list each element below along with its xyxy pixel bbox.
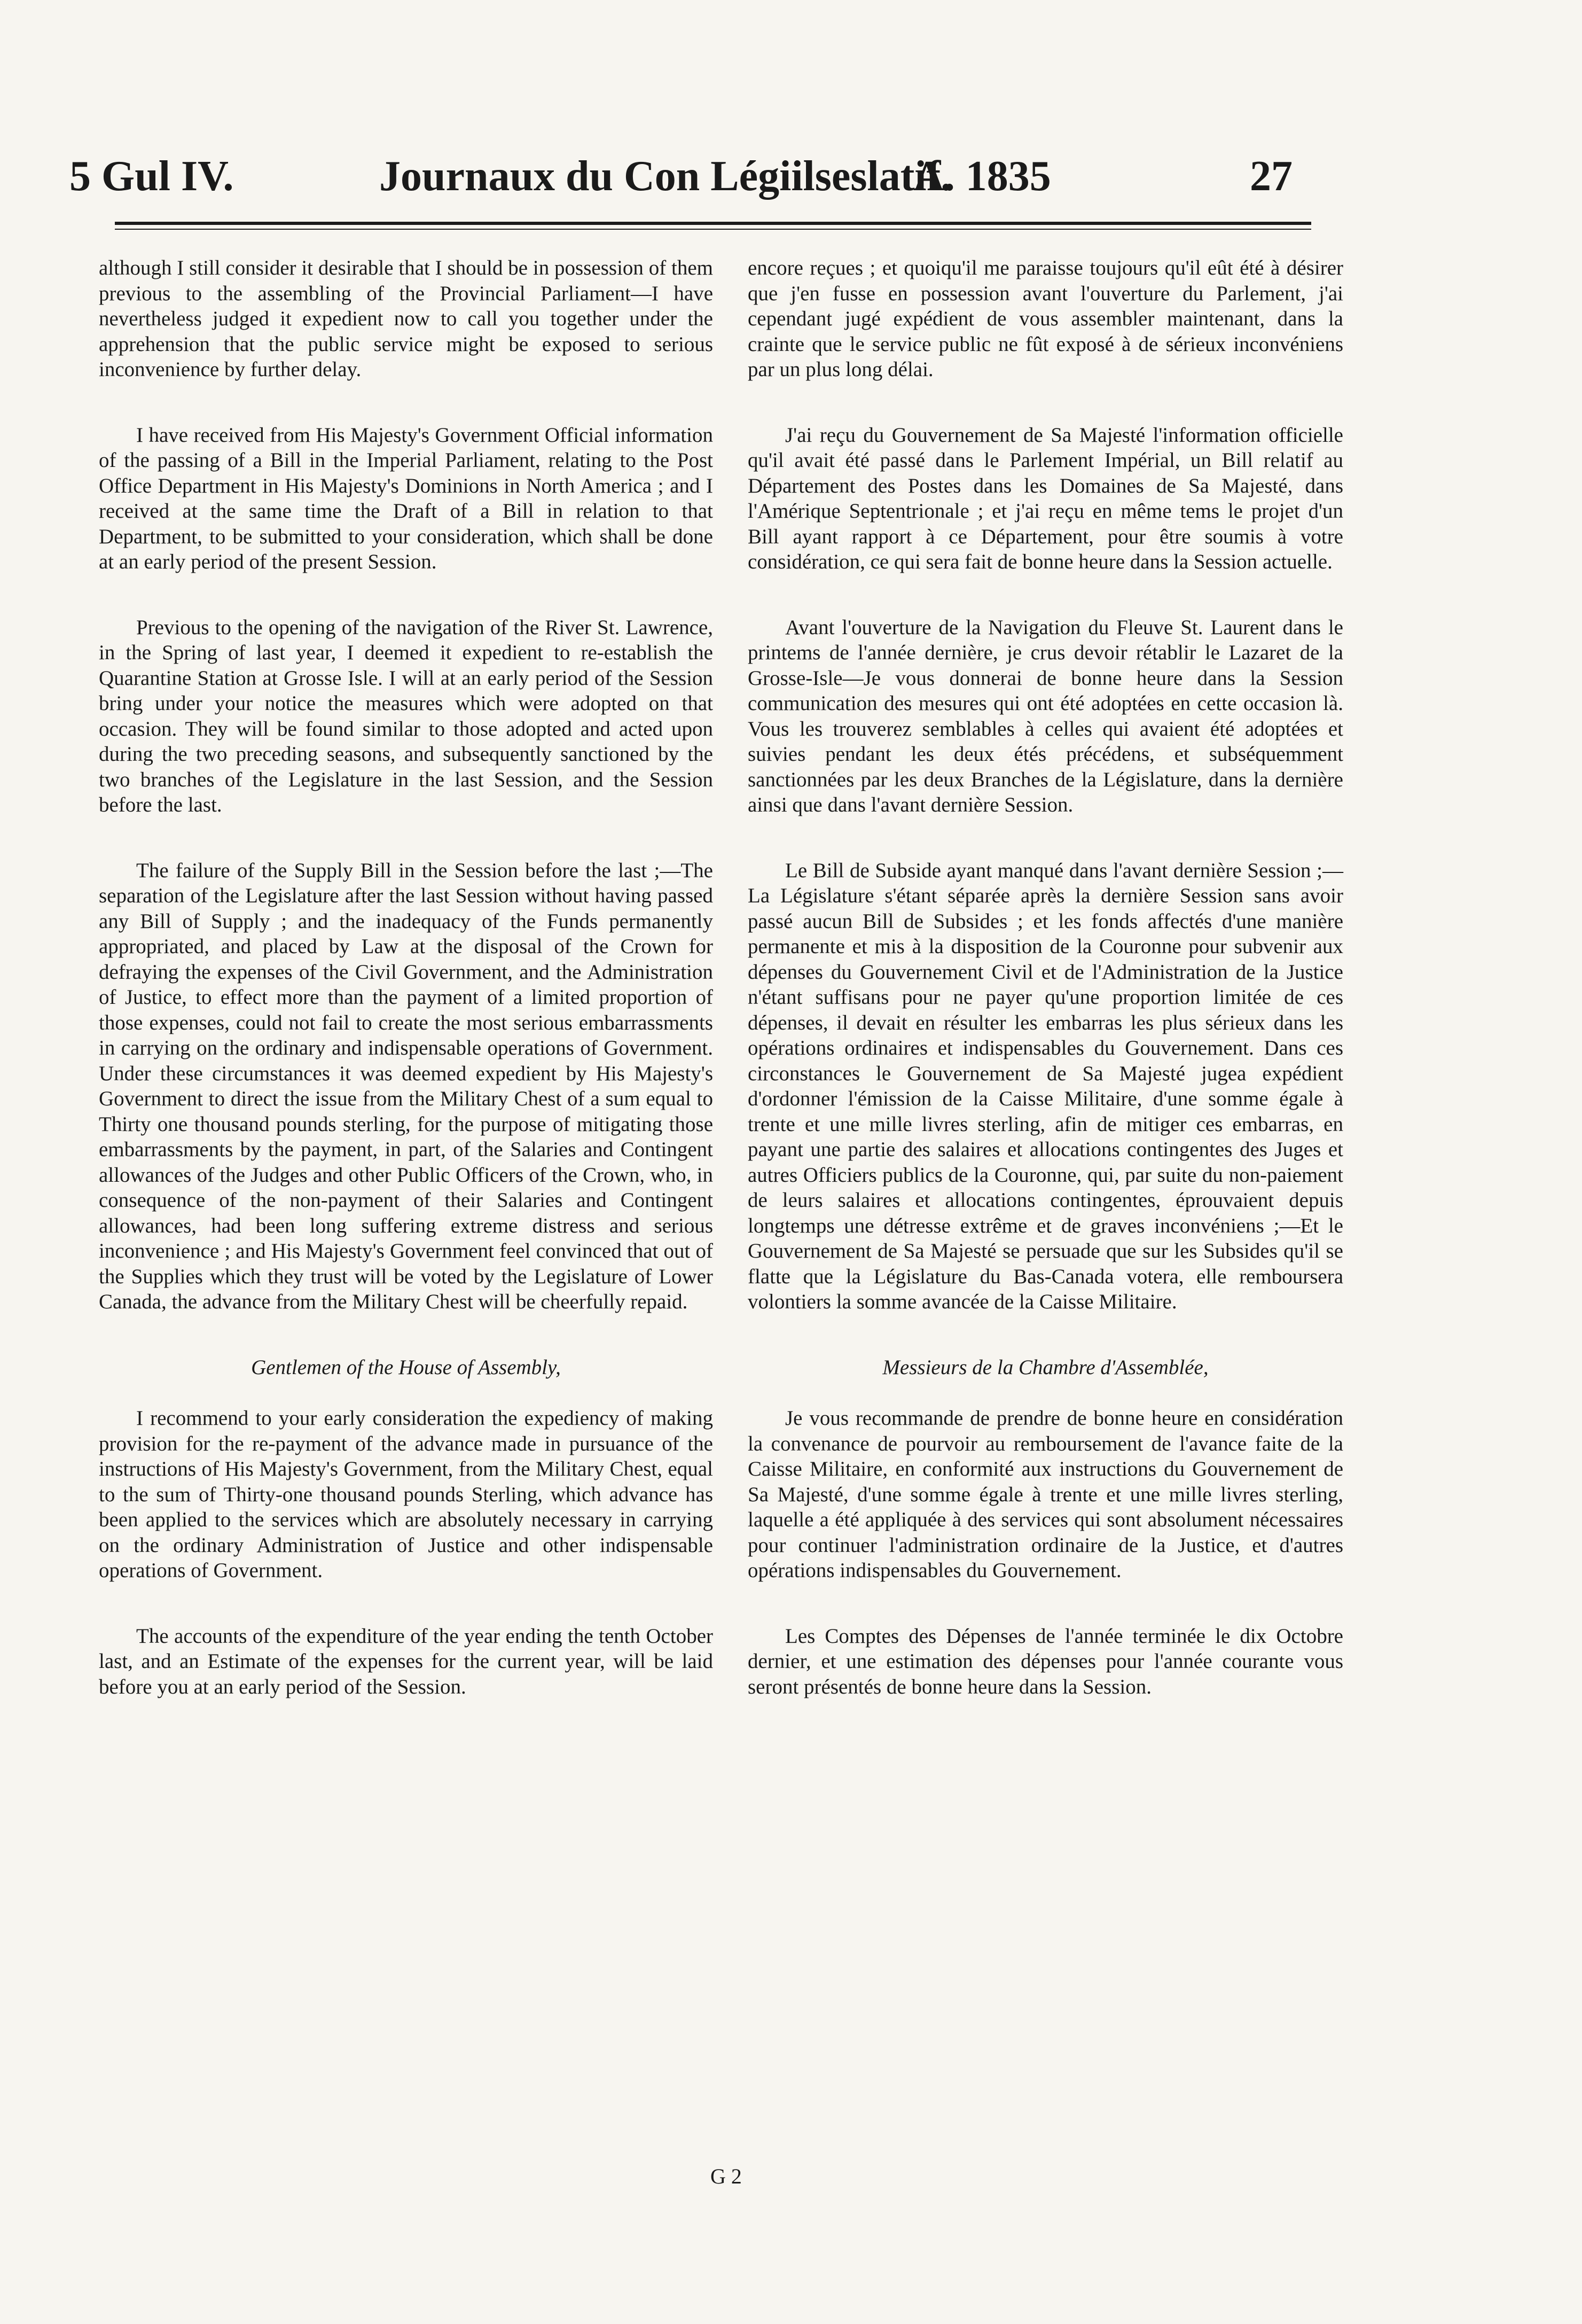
french-paragraph-5: Je vous recommande de prendre de bonne heure en considération la convenance de pourvoir au remboursement de l'avance faite de la Caisse Militaire, en conformité aux instructions du Gouvernement de Sa Majesté, d'une somme égale à trente et une mille livres sterling, laquelle a été appliquée à des services qui sont absolument nécessaires pour continuer l'administration ordinaire de la Justice, et d'autres opérations indispensables du Gouvernement.	[748, 1407, 1343, 1582]
english-section-heading: Gentlemen of the House of Assembly,	[251, 1355, 561, 1379]
english-paragraph-2: I have received from His Majesty's Government Official information of the passing of a Bill in the Imperial Parliament, relating to the Post Office Department in His Majesty's Dominions in North America ; and I received at the same time the Draft of a Bill in relation to that Department, to be submitted to your consideration, which shall be done at an early period of the present Session.	[99, 423, 713, 573]
french-paragraph-2: J'ai reçu du Gouvernement de Sa Majesté l'information officielle qu'il avait été passé dans le Parlement Impérial, un Bill relatif au Département des Postes dans les Domaines de Sa Majesté, dans l'Amérique Septentrionale ; et j'ai reçu en même tems le projet d'un Bill ayant rapport à ce Département, pour être soumis à votre considération, ce qui sera fait de bonne heure dans la Session actuelle.	[748, 423, 1343, 573]
french-column	[748, 255, 1343, 1699]
french-paragraph-3: Avant l'ouverture de la Navigation du Fleuve St. Laurent dans le printems de l'année dernière, je crus devoir rétablir le Lazaret de la Grosse-Isle—Je vous donnerai de bonne heure dans la Session communication des mesures qui ont été adoptées en cette occasion là. Vous les trouverez semblables à celles qui avaient été adoptées et suivies pendant les deux étés précédens, et subséquemment sanctionnées par les deux Branches de la Législature, dans la dernière ainsi que dans l'avant dernière Session.	[748, 615, 1343, 816]
header-rule-thin	[115, 229, 1311, 230]
english-paragraph-1: although I still consider it desirable that I should be in possession of them previous to the assembling of the Provincial Parliament—I have nevertheless judged it expedient now to call you together under the apprehension that the public service might be exposed to serious inconvenience by further delay.	[99, 256, 713, 381]
english-paragraph-3: Previous to the opening of the navigation of the River St. Lawrence, in the Spring of last year, I deemed it expedient to re-establish the Quarantine Station at Grosse Isle. I will at an early period of the Session bring under your notice the measures which were adopted on that occasion. They will be found similar to those adopted and acted upon during the two preceding seasons, and subsequently sanctioned by the two branches of the Legislature in the last Session, and the Session before the last.	[99, 615, 713, 816]
journal-title: Journaux du Con Légiilseslatif.	[379, 153, 952, 200]
english-paragraph-4: The failure of the Supply Bill in the Session before the last ;—The separation of the Legislature after the last Session without having passed any Bill of Supply ; and the inadequacy of the Funds permanently appropriated, and placed by Law at the disposal of the Crown for defraying the expenses of the Civil Government, and the Administration of Justice, to effect more than the payment of a limited proportion of those expenses, could not fail to create the most serious embarrassments in carrying on the ordinary and indispensable operations of Government. Under these circumstances it was deemed expedient by His Majesty's Government to direct the issue from the Military Chest of a sum equal to Thirty one thousand pounds sterling, for the purpose of mitigating those embarrassments by the payment, in part, of the Salaries and Contingent allowances of the Judges and other Public Officers of the Crown, who, in consequence of the non-payment of their Salaries and Contingent allowances, had been long suffering extreme distress and serious inconvenience ; and His Majesty's Government feel convinced that out of the Supplies which they trust will be voted by the Legislature of Lower Canada, the advance from the Military Chest will be cheerfully repaid.	[99, 859, 713, 1313]
english-paragraph-6: The accounts of the expenditure of the year ending the tenth October last, and an Estimate of the expenses for the current year, will be laid before you at an early period of the Session.	[99, 1624, 713, 1698]
regnal-year: 5 Gul IV.	[69, 153, 234, 200]
running-header	[69, 152, 1309, 206]
printer-signature-mark: G 2	[710, 2164, 742, 2188]
header-rule-thick	[115, 222, 1311, 225]
page-number: 27	[1250, 153, 1293, 200]
french-paragraph-6: Les Comptes des Dépenses de l'année terminée le dix Octobre dernier, et une estimation des dépenses pour l'année courante vous seront présentés de bonne heure dans la Session.	[748, 1624, 1343, 1698]
calendar-year: A. 1835	[913, 153, 1051, 200]
french-paragraph-1: encore reçues ; et quoiqu'il me paraisse toujours qu'il eût été à désirer que j'en fusse en possession avant l'ouverture du Parlement, j'ai cependant jugé expédient de vous assembler maintenant, dans la crainte que le service public ne fût exposé à de sérieux inconvéniens par un plus long délai.	[748, 256, 1343, 381]
french-section-heading: Messieurs de la Chambre d'Assemblée,	[882, 1355, 1209, 1379]
english-paragraph-5: I recommend to your early consideration the expediency of making provision for the re-payment of the advance made in pursuance of the instructions of His Majesty's Government, from the Military Chest, equal to the sum of Thirty-one thousand pounds Sterling, which advance has been applied to the services which are absolutely necessary in carrying on the ordinary Administration of Justice and other indispensable operations of Government.	[99, 1407, 713, 1582]
french-paragraph-4: Le Bill de Subside ayant manqué dans l'avant dernière Session ;—La Législature s'étant séparée après la dernière Session sans avoir passé aucun Bill de Subsides ; et les fonds affectés d'une manière permanente et mis à la disposition de la Couronne pour subvenir aux dépenses du Gouvernement Civil et de l'Administration de la Justice n'étant suffisans pour ne payer qu'une proportion limitée de ces dépenses, il devait en résulter les embarras les plus sérieux dans les opérations ordinaires et indispensables du Gouvernement. Dans ces circonstances le Gouvernement de Sa Majesté jugea expédient d'ordonner l'émission de la Caisse Militaire, d'une somme égale à trente et une mille livres sterling, afin de mitiger ces embarras, en payant une partie des salaires et allocations contingentes des Juges et autres Officiers publics de la Couronne, qui, par suite du non-paiement de leurs salaires et allocations contingentes, éprouvaient depuis longtemps une détresse extrême et de graves inconvéniens ;—Et le Gouvernement de Sa Majesté se persuade que sur les Subsides qu'il se flatte que la Législature du Bas-Canada votera, elle remboursera volontiers la somme avancée de la Caisse Militaire.	[748, 859, 1343, 1313]
english-column	[99, 255, 713, 1699]
